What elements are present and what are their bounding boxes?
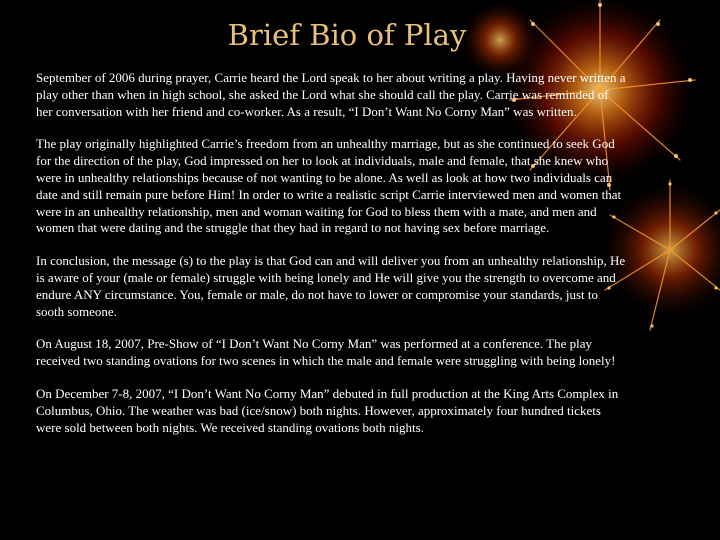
paragraph: The play originally highlighted Carrie’s freedom from an unhealthy marriage, but as she continued to seek God for the direction of the play, God impressed on her to look at individuals, male and female, that she knew who were in unhealthy relationships because of not wanting to be alone. As well as look at how two individuals can date and still remain pure before Him! In order to write a realistic script Carrie interviewed men and women that were in an unhealthy relationship, men and woman waiting for God to bless them with a mate, and men and women that were dating and the struggle that they had in regard to not having sex before marriage. <box>36 136 622 236</box>
slide-body <box>36 70 626 452</box>
paragraph: September of 2006 during prayer, Carrie heard the Lord speak to her about writing a play. Having never written a play other than when in high school, she asked the Lord what she should call the play. Carrie was reminded of her conversation with her friend and co-worker. As a result, “I Don’t Want No Corny Man” was written. <box>36 70 626 119</box>
paragraph: On August 18, 2007, Pre-Show of “I Don’t Want No Corny Man” was performed at a conference. The play received two standing ovations for two scenes in which the male and female were struggling with being lonely! <box>36 336 616 369</box>
paragraph: On December 7-8, 2007, “I Don’t Want No Corny Man” debuted in full production at the King Arts Complex in Columbus, Ohio. The weather was bad (ice/snow) both nights. However, approximately four hundred tickets were sold between both nights. We received standing ovations both nights. <box>36 385 619 435</box>
slide-title: Brief Bio of Play <box>227 18 467 52</box>
paragraph: In conclusion, the message (s) to the play is that God can and will deliver you from an unhealthy relationship, He is aware of your (male or female) struggle with being lonely and He will give you the strength to overcome and endure ANY circumstance. You, female or male, do not have to lower or compromise your standards, just to sooth someone. <box>36 253 626 319</box>
